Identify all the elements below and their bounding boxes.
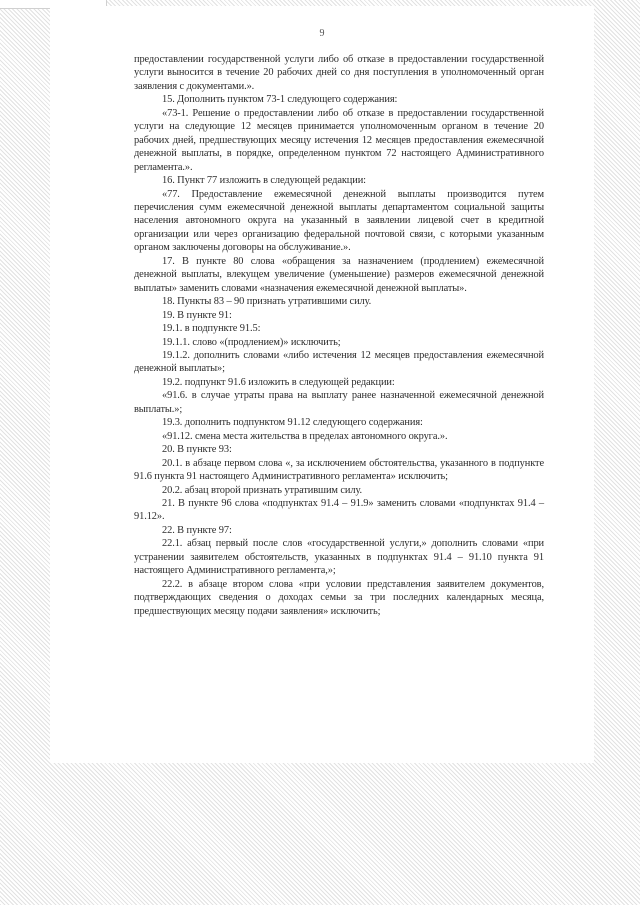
paragraph-item-21: 21. В пункте 96 слова «подпунктах 91.4 – 91.9» заменить словами «подпунктах 91.4 – 91.12». — [134, 497, 544, 523]
paragraph-quote-73-1: «73-1. Решение о предоставлении либо об отказе в предоставлении государственной услуги на следующие 12 месяцев принимается уполномоченным органом в течение 20 рабочих дней, предшествующих месяцу истечения 12 месяцев предоставления ежемесячной денежной выплаты, в порядке, определенном пунктом 72 настоящего Административного регламента.». — [134, 107, 544, 173]
paragraph-quote-77: «77. Предоставление ежемесячной денежной выплаты производится путем перечисления сумм ежемесячной денежной выплаты департаментом социальной защиты населения автономного округа на указанный в заявлении лицевой счет в кредитной организации или через организацию федеральной почтовой связи, с которыми указанным органом заключены договоры на обслуживание.». — [134, 188, 544, 254]
paragraph-item-18: 18. Пункты 83 – 90 признать утратившими силу. — [162, 296, 372, 308]
paragraph-item-19-1-1: 19.1.1. слово «(продлением)» исключить; — [162, 336, 341, 348]
paragraph-item-19-1: 19.1. в подпункте 91.5: — [162, 323, 261, 335]
paragraph-item-20: 20. В пункте 93: — [162, 444, 232, 456]
document-text — [134, 53, 544, 618]
paragraph-item-19-1-2: 19.1.2. дополнить словами «либо истечения 12 месяцев предоставления ежемесячной денежной выплаты»; — [134, 349, 544, 375]
paragraph-item-16: 16. Пункт 77 изложить в следующей редакции: — [162, 175, 366, 187]
paragraph-quote-91-12: «91.12. смена места жительства в пределах автономного округа.». — [162, 430, 448, 442]
document-page — [50, 6, 594, 763]
paragraph-item-20-2: 20.2. абзац второй признать утратившим силу. — [162, 484, 363, 496]
page-number: 9 — [319, 28, 325, 39]
paragraph-item-19-3: 19.3. дополнить подпунктом 91.12 следующего содержания: — [162, 417, 423, 429]
paragraph-item-22: 22. В пункте 97: — [162, 524, 232, 536]
paragraph-item-15: 15. Дополнить пунктом 73-1 следующего содержания: — [162, 94, 398, 106]
paragraph-quote-91-6: «91.6. в случае утраты права на выплату ранее назначенной ежемесячной денежной выплаты.»; — [134, 390, 544, 415]
paragraph-item-19: 19. В пункте 91: — [162, 309, 232, 321]
paragraph-continuation: предоставлении государственной услуги либо об отказе в предоставлении государственной услуги выносится в течение 20 рабочих дней со дня поступления в уполномоченный орган заявления с документами.». — [134, 54, 544, 92]
paragraph-item-20-1: 20.1. в абзаце первом слова «, за исключением обстоятельства, указанного в подпункте 91.6 пункта 91 настоящего Административного регламента» исключить; — [134, 457, 544, 483]
paragraph-item-19-2: 19.2. подпункт 91.6 изложить в следующей редакции: — [162, 376, 395, 388]
paragraph-item-22-1: 22.1. абзац первый после слов «государственной услуги,» дополнить словами «при устранении заявителем обстоятельств, указанных в подпунктах 91.4 – 91.10 пункта 91 настоящего Административного регламента,»; — [134, 538, 544, 577]
paragraph-item-22-2: 22.2. в абзаце втором слова «при условии представления заявителем документов, подтверждающих сведения о доходах семьи за три последних календарных месяца, предшествующих месяцу подачи заявления» исключить; — [134, 578, 544, 617]
paragraph-item-17: 17. В пункте 80 слова «обращения за назначением (продлением) ежемесячной денежной выплаты, влекущем увеличение (уменьшение) размеров ежемесячной денежной выплаты» заменить словами «назначения ежемесячной денежной выплаты». — [134, 255, 544, 294]
